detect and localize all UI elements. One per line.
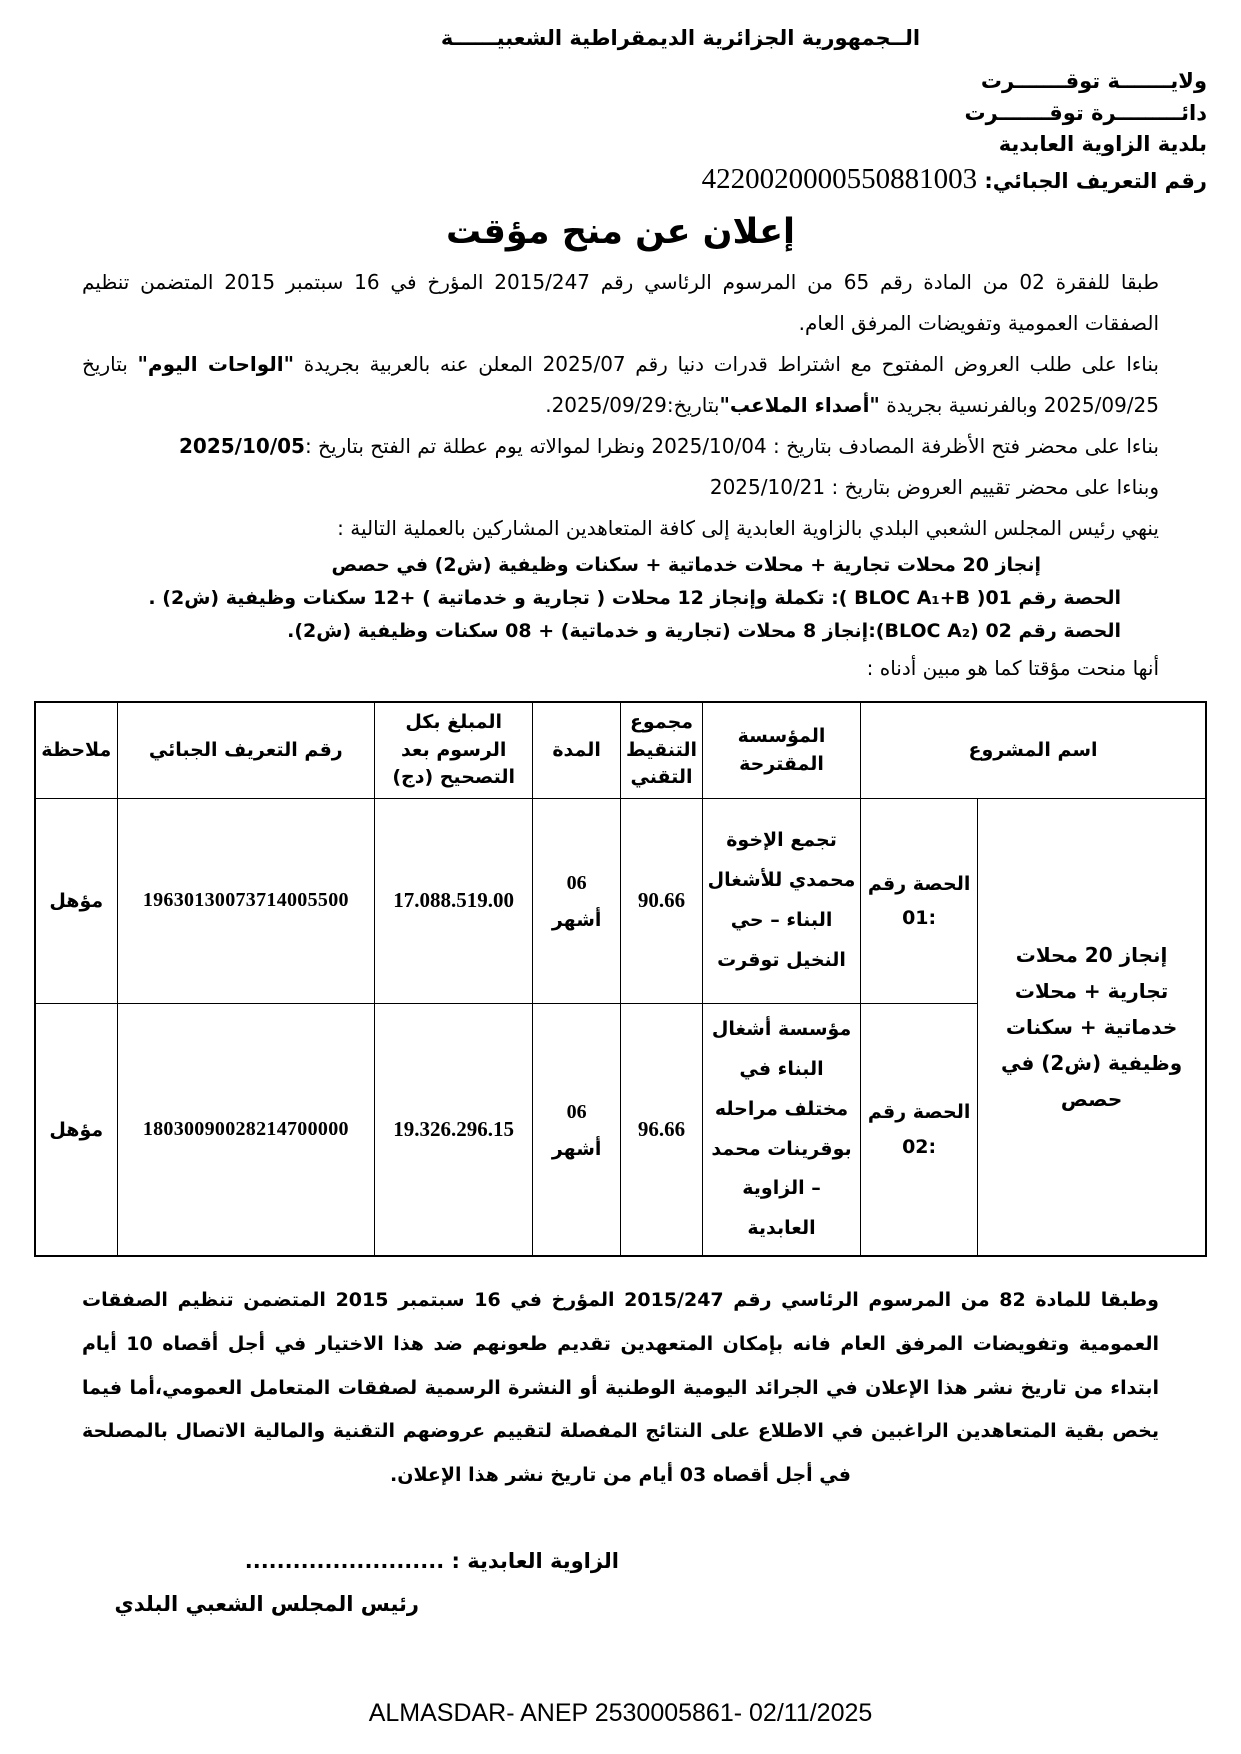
signature-block <box>34 1546 619 1621</box>
text-segment: الحصة رقم 01( BLOC A₁+B ): تكملة وإنجاز 12 محلات ( تجارية و خدماتية ) +12 سكنات وظيفية (ش2) . <box>148 586 1121 609</box>
score-cell: 90.66 <box>621 798 703 1003</box>
signature-place-line: الزاوية العابدية : ......................... <box>244 1548 619 1573</box>
text-segment: 2025/10/05 <box>179 433 305 458</box>
lot-cell: الحصة رقم :02 <box>861 1003 978 1256</box>
note-cell: مؤهل <box>35 798 117 1003</box>
note-cell: مؤهل <box>35 1003 117 1256</box>
text-segment: إنجاز 20 محلات تجارية + محلات خدماتية + سكنات وظيفية (ش2) في حصص <box>331 553 1041 576</box>
closing-block <box>34 1279 1207 1497</box>
header-technical-score: مجموع التنقيط التقني <box>621 702 703 798</box>
header-proposed-company: المؤسسة المقترحة <box>702 702 860 798</box>
header-tax-id: رقم التعريف الجبائي <box>117 702 375 798</box>
header-duration: المدة <box>533 702 621 798</box>
text-segment: ينهي رئيس المجلس الشعبي البلدي بالزاوية العابدية إلى كافة المتعاهدين المشاركين بالعملية التالية : <box>337 515 1159 540</box>
paragraph-evaluation <box>82 467 1159 508</box>
header-amount: المبلغ بكل الرسوم بعد التصحيح (دج) <box>375 702 533 798</box>
tax-id-label: رقم التعريف الجبائي: <box>984 168 1207 193</box>
paragraph-award-intro <box>82 648 1159 689</box>
text-segment: "أصداء الملاعب" <box>719 392 880 417</box>
paragraph-notification <box>82 508 1159 549</box>
lot-2-line <box>82 615 1121 648</box>
republic-header: الــجمهورية الجزائرية الديمقراطية الشعبيــــــة <box>440 26 921 50</box>
text-segment: بتاريخ 2025/09/25 وبالفرنسية بجريدة <box>82 351 1159 417</box>
authority-block <box>34 66 1207 161</box>
company-cell: مؤسسة أشغال البناء في مختلف مراحله بوقرينات محمد – الزاوية العابدية <box>702 1003 860 1256</box>
text-segment: بتاريخ:2025/09/29. <box>545 392 720 417</box>
table-row <box>35 798 1206 1003</box>
appeal-paragraph: وطبقا للمادة 82 من المرسوم الرئاسي رقم 2015/247 المؤرخ في 16 سبتمبر 2015 المتضمن تنظيم الصفقات العمومية وتفويضات المرفق العام فانه بإمكان المتعهدين تقديم طعونهم ضد هذا الاختيار في أجل أقصاه 10 أيام ابتداء من تاريخ نشر هذا الإعلان في الجرائد اليومية الوطنية أو النشرة الرسمية لصفقات المتعامل العمومي،أما فيما يخص بقية المتعاهدين الراغبين في الاطلاع على النتائج المفصلة لتقييم عروضهم التقنية والمالية الاتصال بالمصلحة في أجل أقصاه 03 أيام من تاريخ نشر هذا الإعلان. <box>82 1289 1159 1486</box>
tax-id-cell: 18030090028214700000 <box>117 1003 375 1256</box>
text-segment: بناءا على محضر فتح الأظرفة المصادف بتاريخ : 2025/10/04 ونظرا لموالاته يوم عطلة تم الفتح بتاريخ : <box>304 433 1159 458</box>
commune-line: بلدية الزاوية العابدية <box>998 132 1207 156</box>
project-name-cell: إنجاز 20 محلات تجارية + محلات خدماتية + سكنات وظيفية (ش2) في حصص <box>978 798 1206 1256</box>
table-header-row <box>35 702 1206 798</box>
text-segment: طبقا للفقرة 02 من المادة رقم 65 من المرسوم الرئاسي رقم 2015/247 المؤرخ في 16 سبتمبر 2015 المتضمن تنظيم الصفقات العمومية وتفويضات المرفق العام. <box>82 269 1160 335</box>
duration-unit: أشهر <box>551 908 602 931</box>
duration-unit: أشهر <box>551 1137 602 1160</box>
lot-1-line <box>82 582 1121 615</box>
duration-value: 06 <box>566 1100 587 1123</box>
header-project-name: اسم المشروع <box>861 702 1206 798</box>
tax-id-cell: 19630130073714005500 <box>117 798 375 1003</box>
paragraph-decree <box>82 262 1159 344</box>
amount-cell: 17.088.519.00 <box>375 798 533 1003</box>
paragraph-envelope-opening <box>82 426 1159 467</box>
wilaya-line: ولايـــــــة توقـــــــرت <box>980 69 1207 93</box>
score-cell: 96.66 <box>621 1003 703 1256</box>
text-segment: أنها منحت مؤقتا كما هو مبين أدناه : <box>866 656 1159 681</box>
duration-cell <box>533 798 621 1003</box>
header-note: ملاحظة <box>35 702 117 798</box>
text-segment: الحصة رقم 02 (BLOC A₂):إنجاز 8 محلات (تجارية و خدماتية) + 08 سكنات وظيفية (ش2). <box>287 620 1121 642</box>
tax-id-value: 4220020000550881003 <box>701 162 978 195</box>
body-paragraphs <box>34 262 1207 690</box>
award-table <box>34 701 1207 1257</box>
text-segment: بناءا على طلب العروض المفتوح مع اشتراط قدرات دنيا رقم 2025/07 المعلن عنه بالعربية بجريدة <box>294 351 1160 376</box>
paragraph-tender-publication <box>82 344 1159 426</box>
daira-line: دائـــــــــرة توقـــــــرت <box>964 100 1207 125</box>
tax-id-line <box>34 163 1207 196</box>
text-segment: وبناءا على محضر تقييم العروض بتاريخ : 2025/10/21 <box>709 474 1159 499</box>
duration-cell <box>533 1003 621 1256</box>
anep-footer-line: ALMASDAR- ANEP 2530005861- 02/11/2025 <box>368 1699 873 1727</box>
signature-title-line: رئيس المجلس الشعبي البلدي <box>114 1592 419 1617</box>
company-cell: تجمع الإخوة محمدي للأشغال البناء – حي النخيل توقرت <box>702 798 860 1003</box>
page-title: إعلان عن منح مؤقت <box>445 211 796 252</box>
text-segment: "الواحات اليوم" <box>137 351 295 376</box>
project-summary-line <box>82 549 1041 582</box>
duration-value: 06 <box>566 871 587 894</box>
lot-cell: الحصة رقم :01 <box>861 798 978 1003</box>
amount-cell: 19.326.296.15 <box>375 1003 533 1256</box>
